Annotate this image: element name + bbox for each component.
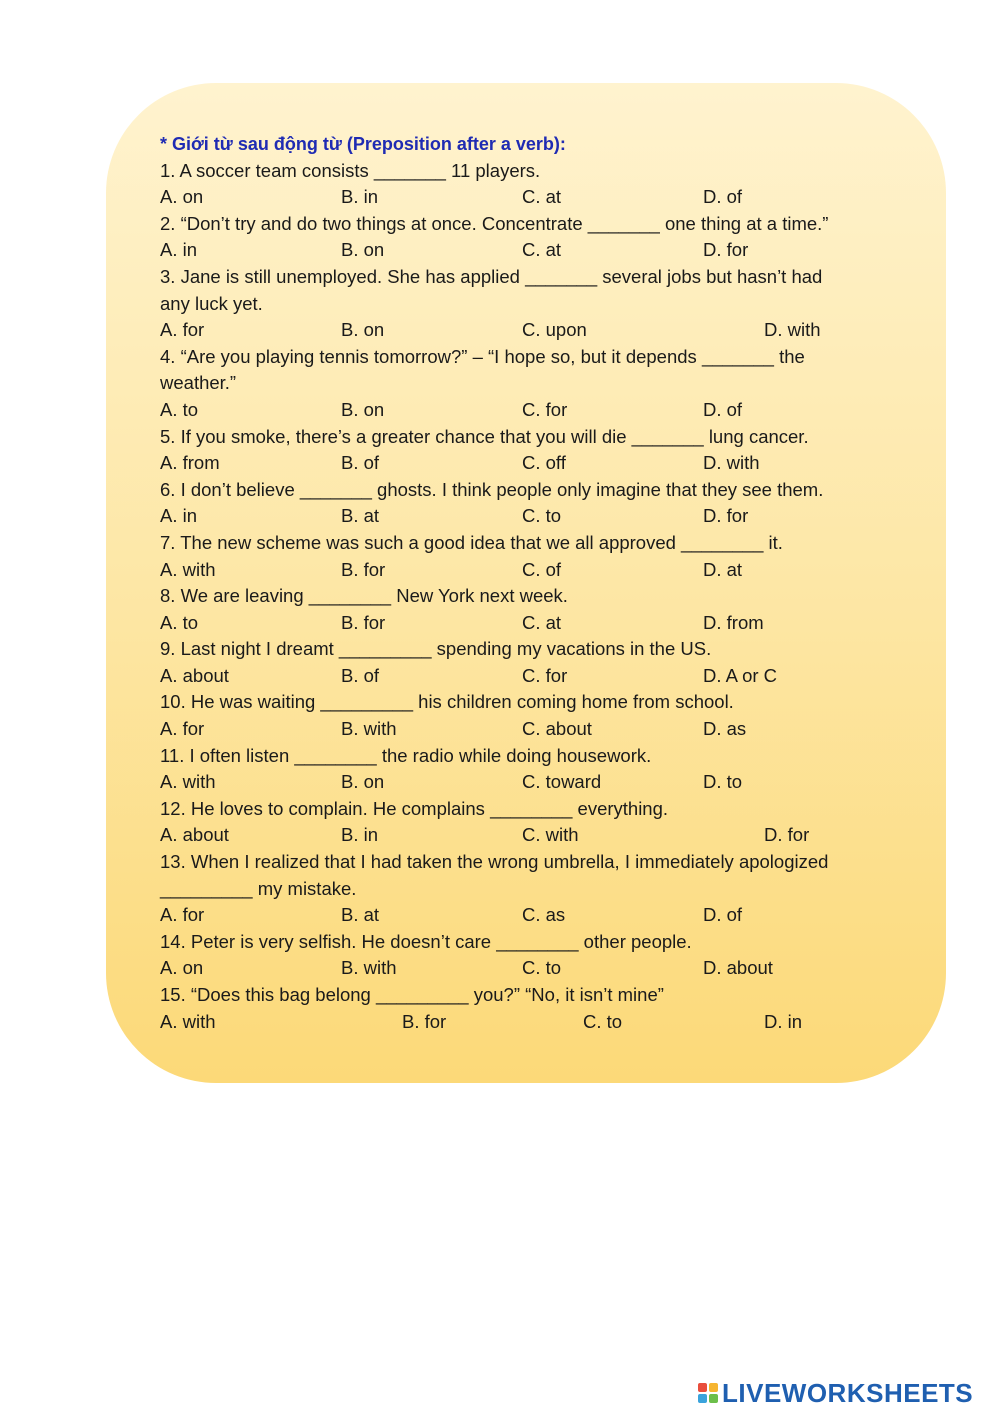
answer-option-a[interactable]: A. to [160, 611, 199, 633]
answer-options [160, 184, 900, 211]
answer-option-a[interactable]: A. for [160, 319, 205, 341]
question-item [160, 743, 900, 796]
question-item [160, 211, 900, 264]
question-text: weather.” [160, 372, 237, 394]
answer-option-b[interactable]: B. with [341, 718, 397, 740]
question-text: 3. Jane is still unemployed. She has applied _______ several jobs but hasn’t had [160, 265, 823, 287]
answer-options [160, 450, 900, 477]
answer-option-d[interactable]: D. for [703, 239, 749, 261]
section-heading: * Giới từ sau động từ (Preposition after a verb): [160, 134, 566, 154]
answer-options [160, 769, 900, 796]
answer-options [160, 610, 900, 637]
answer-option-d[interactable]: D. of [703, 186, 743, 208]
question-item [160, 583, 900, 636]
question-text: 8. We are leaving ________ New York next week. [160, 585, 568, 607]
answer-option-c[interactable]: C. of [522, 558, 562, 580]
answer-option-d[interactable]: D. as [703, 718, 747, 740]
question-text: 2. “Don’t try and do two things at once. Concentrate _______ one thing at a time.” [160, 212, 829, 234]
answer-option-a[interactable]: A. on [160, 186, 204, 208]
answer-option-d[interactable]: D. to [703, 771, 743, 793]
answer-option-a[interactable]: A. to [160, 398, 199, 420]
answer-option-c[interactable]: C. with [522, 824, 579, 846]
answer-option-c[interactable]: C. off [522, 452, 566, 474]
answer-option-d[interactable]: D. at [703, 558, 743, 580]
answer-option-a[interactable]: A. about [160, 664, 229, 686]
question-text: any luck yet. [160, 292, 263, 314]
answer-option-b[interactable]: B. on [341, 239, 385, 261]
answer-option-c[interactable]: C. toward [522, 771, 602, 793]
logo-square-yellow [709, 1383, 718, 1392]
answer-option-b[interactable]: B. for [341, 558, 386, 580]
answer-option-a[interactable]: A. from [160, 452, 220, 474]
answer-option-c[interactable]: C. to [583, 1010, 623, 1032]
answer-option-c[interactable]: C. about [522, 718, 592, 740]
answer-option-c[interactable]: C. at [522, 186, 562, 208]
answer-options [160, 663, 900, 690]
question-item [160, 264, 900, 344]
answer-options [160, 822, 900, 849]
answer-option-a[interactable]: A. with [160, 558, 216, 580]
answer-option-d[interactable]: D. for [703, 505, 749, 527]
answer-option-a[interactable]: A. for [160, 718, 205, 740]
answer-option-d[interactable]: D. for [764, 824, 810, 846]
answer-option-c[interactable]: C. for [522, 398, 568, 420]
answer-option-b[interactable]: B. for [402, 1010, 447, 1032]
answer-option-a[interactable]: A. with [160, 771, 216, 793]
answer-options [160, 902, 900, 929]
answer-options [160, 955, 900, 982]
answer-option-b[interactable]: B. of [341, 664, 380, 686]
question-item [160, 636, 900, 689]
answer-option-d[interactable]: D. from [703, 611, 764, 633]
answer-option-c[interactable]: C. upon [522, 319, 587, 341]
question-text: 9. Last night I dreamt _________ spending my vacations in the US. [160, 638, 712, 660]
question-item [160, 158, 900, 211]
answer-option-c[interactable]: C. at [522, 611, 562, 633]
answer-option-c[interactable]: C. for [522, 664, 568, 686]
answer-options [160, 1009, 900, 1036]
answer-option-b[interactable]: B. in [341, 824, 379, 846]
answer-option-d[interactable]: D. of [703, 904, 743, 926]
question-item [160, 689, 900, 742]
question-text: 13. When I realized that I had taken the wrong umbrella, I immediately apologized [160, 851, 829, 873]
answer-option-c[interactable]: C. at [522, 239, 562, 261]
answer-options [160, 716, 900, 743]
question-text: 15. “Does this bag belong _________ you?” “No, it isn’t mine” [160, 984, 664, 1005]
answer-option-a[interactable]: A. with [160, 1010, 216, 1032]
answer-options [160, 397, 900, 424]
answer-option-d[interactable]: D. A or C [703, 664, 778, 686]
question-text: 7. The new scheme was such a good idea that we all approved ________ it. [160, 531, 783, 553]
answer-option-b[interactable]: B. of [341, 452, 380, 474]
logo-square-blue [698, 1394, 707, 1403]
question-text: 10. He was waiting _________ his children coming home from school. [160, 691, 734, 713]
answer-option-b[interactable]: B. at [341, 904, 380, 926]
question-text: 14. Peter is very selfish. He doesn’t care ________ other people. [160, 930, 692, 952]
answer-option-b[interactable]: B. with [341, 957, 397, 979]
question-item [160, 344, 900, 424]
answer-option-b[interactable]: B. on [341, 771, 385, 793]
answer-options [160, 503, 900, 530]
answer-option-a[interactable]: A. for [160, 904, 205, 926]
answer-option-d[interactable]: D. about [703, 957, 773, 979]
answer-option-b[interactable]: B. in [341, 186, 379, 208]
logo-text: LIVEWORKSHEETS [722, 1377, 974, 1408]
question-text: 12. He loves to complain. He complains ________ everything. [160, 797, 669, 819]
liveworksheets-logo[interactable] [698, 1378, 973, 1408]
question-text: 5. If you smoke, there’s a greater chance that you will die _______ lung cancer. [160, 425, 809, 447]
question-item [160, 477, 900, 530]
answer-option-d[interactable]: D. with [703, 452, 760, 474]
question-item [160, 530, 900, 583]
question-text: 1. A soccer team consists _______ 11 players. [160, 159, 541, 181]
answer-options [160, 237, 900, 264]
answer-option-a[interactable]: A. about [160, 824, 229, 846]
question-text: 4. “Are you playing tennis tomorrow?” – “I hope so, but it depends _______ the [160, 345, 805, 367]
logo-square-green [709, 1394, 718, 1403]
liveworksheets-logo-icon [698, 1383, 718, 1403]
question-item [160, 929, 900, 982]
answer-option-d[interactable]: D. in [764, 1010, 803, 1032]
answer-options [160, 317, 900, 344]
answer-option-c[interactable]: C. to [522, 505, 562, 527]
question-item [160, 796, 900, 849]
question-text: 6. I don’t believe _______ ghosts. I think people only imagine that they see them. [160, 478, 824, 500]
answer-options [160, 557, 900, 584]
answer-option-b[interactable]: B. at [341, 505, 380, 527]
question-item [160, 424, 900, 477]
answer-option-a[interactable]: A. in [160, 505, 198, 527]
answer-option-b[interactable]: B. for [341, 611, 386, 633]
question-text: _________ my mistake. [160, 877, 357, 899]
worksheet-content [160, 131, 900, 1035]
question-item [160, 982, 900, 1035]
answer-option-d[interactable]: D. with [764, 319, 821, 341]
answer-option-a[interactable]: A. on [160, 957, 204, 979]
logo-square-red [698, 1383, 707, 1392]
answer-option-d[interactable]: D. of [703, 398, 743, 420]
answer-option-b[interactable]: B. on [341, 319, 385, 341]
question-text: 11. I often listen ________ the radio while doing housework. [160, 744, 652, 766]
answer-option-c[interactable]: C. as [522, 904, 566, 926]
answer-option-b[interactable]: B. on [341, 398, 385, 420]
answer-option-a[interactable]: A. in [160, 239, 198, 261]
question-list [160, 158, 900, 1036]
answer-option-c[interactable]: C. to [522, 957, 562, 979]
question-item [160, 849, 900, 929]
